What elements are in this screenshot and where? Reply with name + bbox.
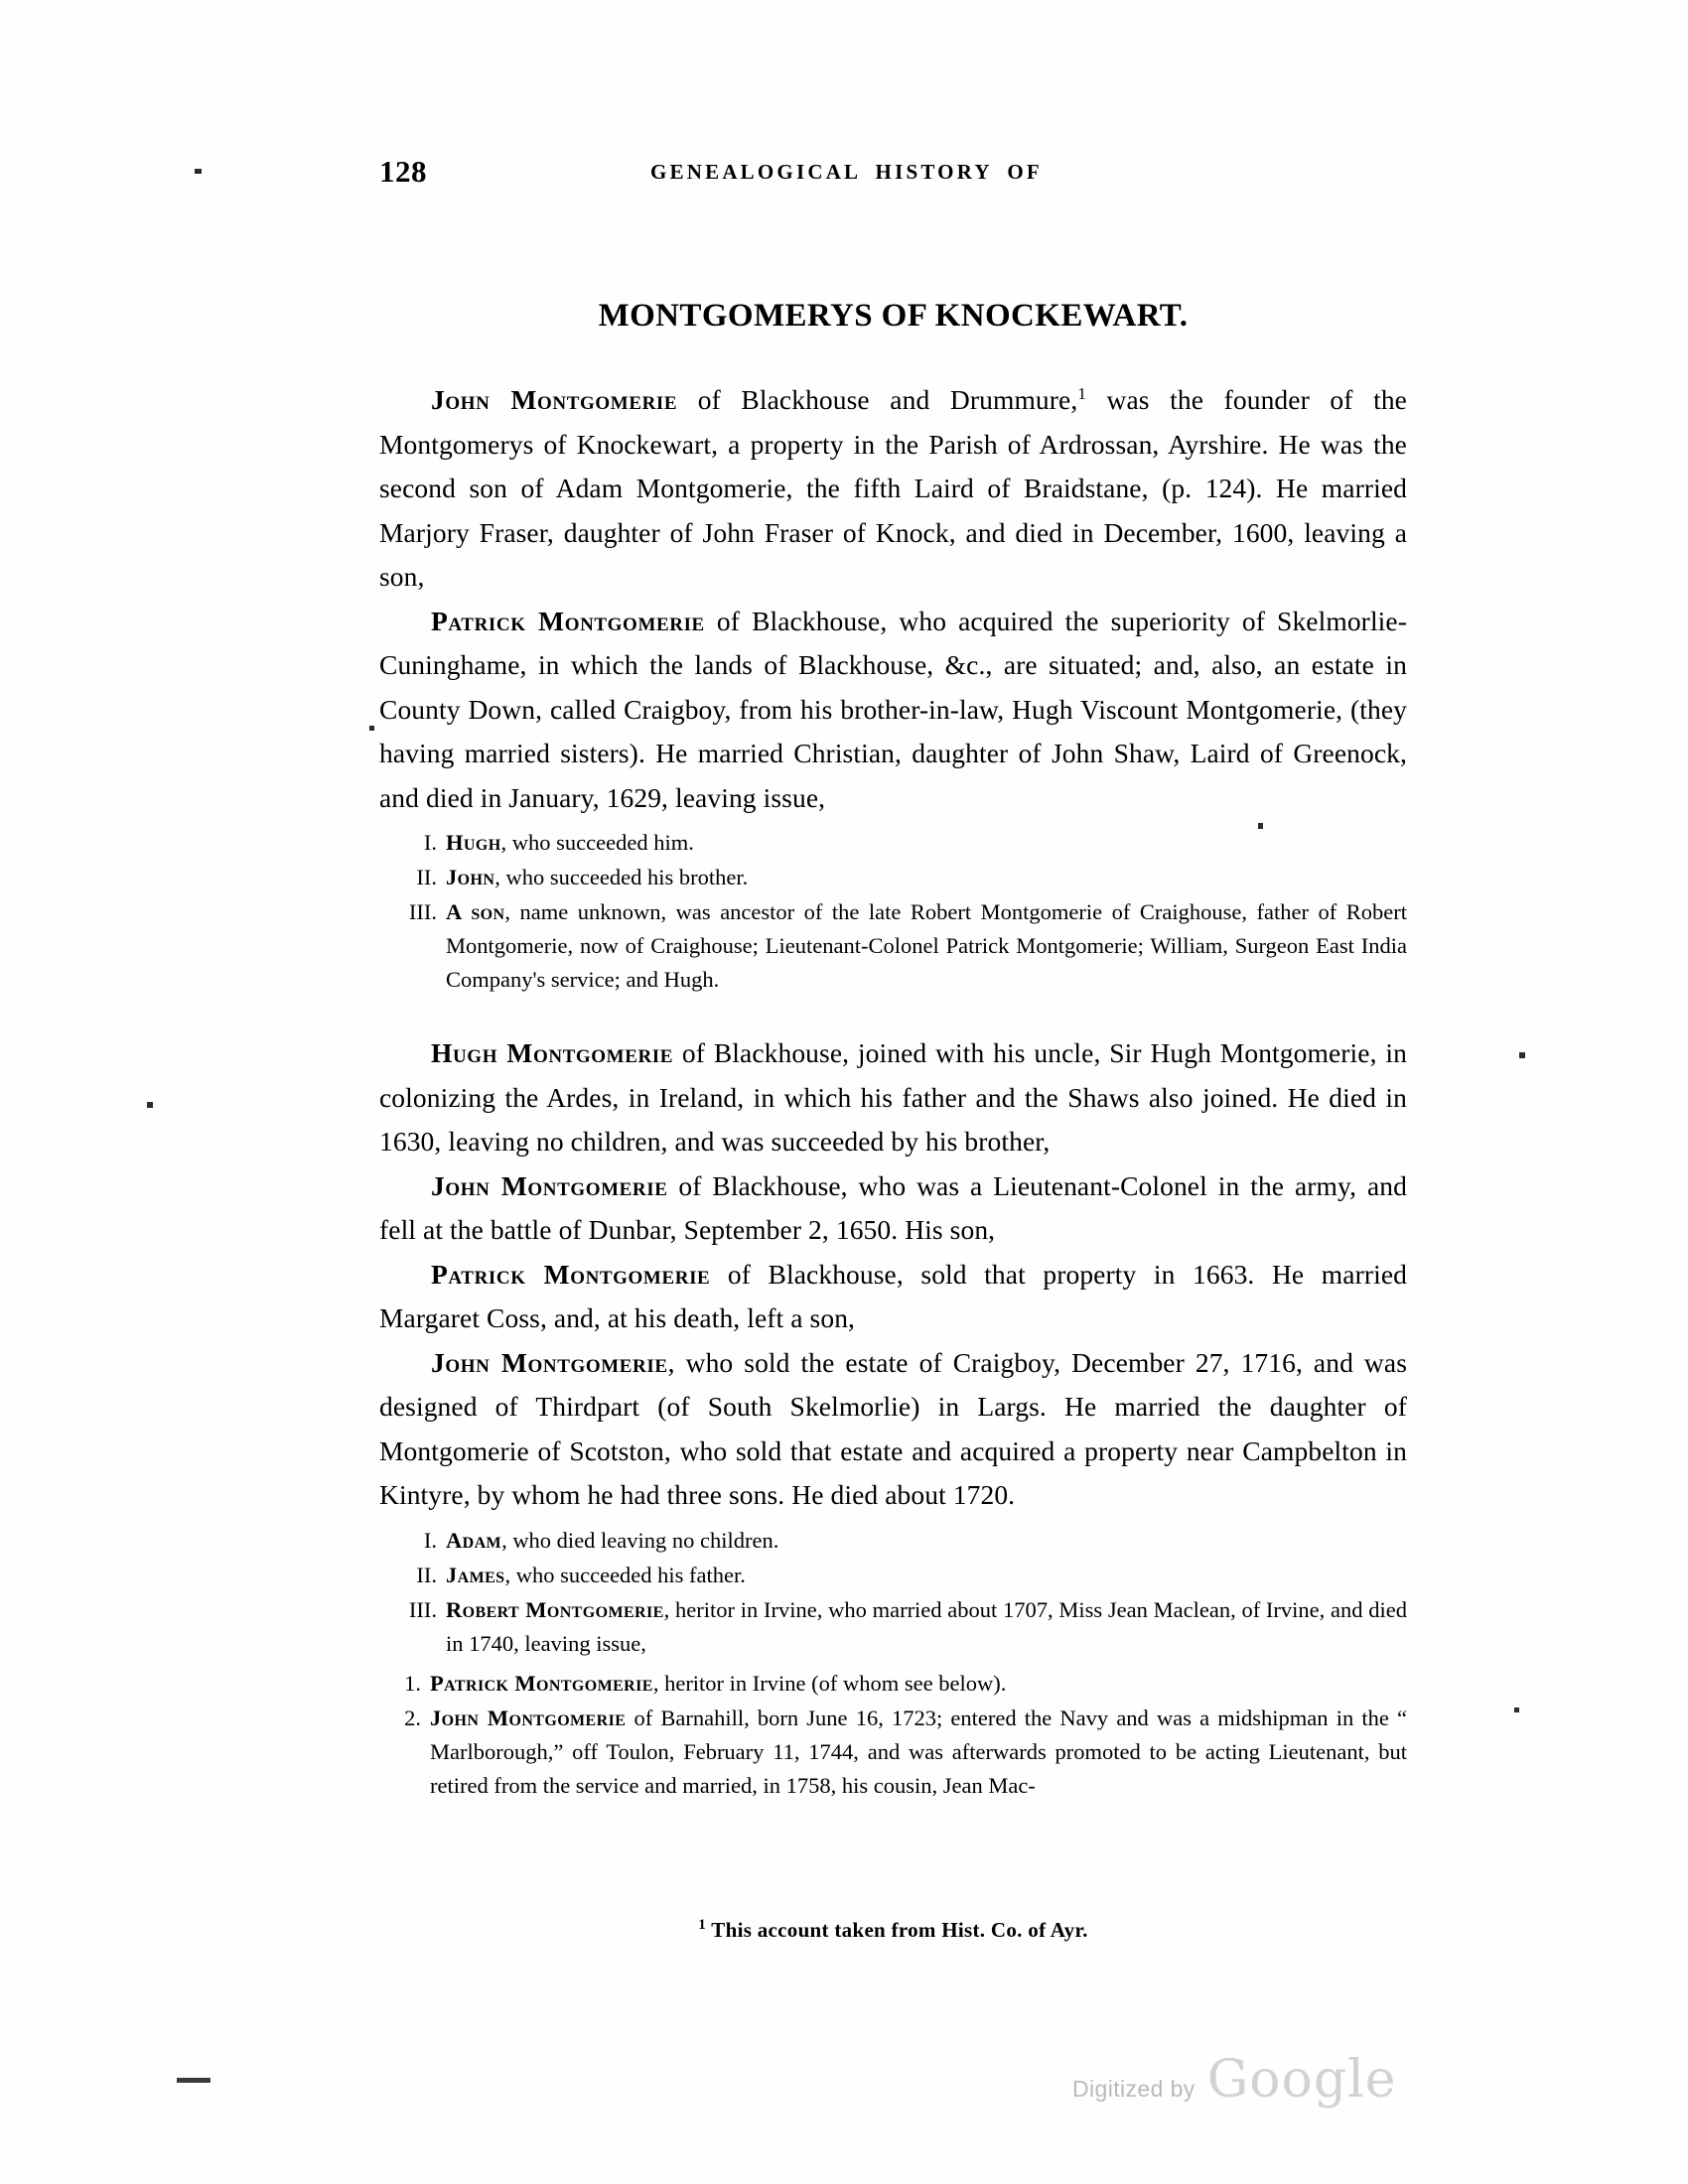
scan-speckle [195,169,202,174]
lead-name: Patrick Montgomerie [431,605,705,636]
list-item-body: , heritor in Irvine (of whom see below). [652,1670,1007,1696]
list-item-body: of Barnahill, born June 16, 1723; entered the Navy and was a midshipman in the “ Marlborough,” off Toulon, February 11, 1744, and was afterwards promoted to be acting Lieutenant, but retired from the service and married, in 1758, his cousin, Jean Mac- [430,1705,1407,1798]
footnote-marker: 1 [698,1917,707,1933]
paragraph-john-montgomerie-dunbar [379,1164,1407,1253]
spacer [379,998,1407,1031]
list-item-numeral: II. [416,865,437,889]
list-item [379,1667,1407,1701]
list-item-body: , who succeeded his brother. [494,865,749,889]
paragraph-patrick-montgomerie-sold-1663 [379,1253,1407,1341]
paragraph-john-montgomerie-craigboy [379,1341,1407,1518]
list-item [379,861,1407,894]
list-item [379,1593,1407,1661]
scan-speckle [369,726,374,731]
paragraph-patrick-montgomerie-superiority [379,600,1407,821]
footnote-reference[interactable]: 1 [1077,383,1086,403]
list-item-body: , heritor in Irvine, who married about 1707, Miss Jean Maclean, of Irvine, and died in 1740, leaving issue, [446,1596,1407,1656]
list-item-text [430,1667,1407,1701]
issue-sublist-robert [379,1667,1407,1803]
list-item-lead-name: Robert Montgomerie [446,1596,664,1622]
list-item-lead-name: A son [446,899,505,924]
watermark-brand: Google [1206,2050,1397,2110]
list-item-lead-name: Hugh [446,830,501,855]
paragraph-text: of Blackhouse, who acquired the superiority of Skelmorlie-Cuninghame, in which the lands of Blackhouse, &c., are situated; and, also, an estate in County Down, called Craigboy, from his brother-in-law, Hugh Viscount Montgomerie, (they having married sisters). He married Christian, daughter of John Shaw, Laird of Greenock, and died in January, 1629, leaving issue, [379,605,1407,813]
list-item-lead-name: Adam [446,1527,502,1553]
scan-speckle [1519,1052,1525,1058]
footnote-text: This account taken from Hist. Co. of Ayr. [711,1918,1088,1942]
list-item-body: , who succeeded his father. [504,1562,746,1587]
list-item-text [446,1524,1407,1558]
list-item-body: , name unknown, was ancestor of the late Robert Montgomerie of Craighouse, father of Robert Montgomerie, now of Craighouse; Lieutenant-Colonel Patrick Montgomerie; William, Surgeon East India Company's service; and Hugh. [446,899,1407,992]
paragraph-hugh-montgomerie-ardes [379,1031,1407,1164]
list-item [379,895,1407,997]
lead-name: John Montgomerie [431,384,678,415]
running-head-title: GENEALOGICAL HISTORY OF [650,160,1043,184]
scan-artifact-dash [177,2078,211,2083]
list-item-numeral: 2. [404,1705,421,1730]
text-column [379,298,1407,1804]
issue-list-john-three-sons [379,1524,1407,1661]
scan-speckle [147,1102,153,1108]
lead-name: John Montgomerie [431,1346,668,1378]
issue-list-patrick [379,826,1407,997]
lead-name: Hugh Montgomerie [431,1037,674,1068]
footnote [379,1918,1407,1943]
paragraph-text: of Blackhouse and Drummure, [677,384,1078,415]
scan-speckle [1514,1707,1519,1712]
running-head [0,154,1688,194]
list-item [379,1702,1407,1803]
list-item-numeral: 1. [404,1670,421,1696]
paragraph-text: of Blackhouse, joined with his uncle, Sir Hugh Montgomerie, in colonizing the Ardes, in Ireland, in which his father and the Shaws also joined. He died in 1630, leaving no children, and was succeeded by his brother, [379,1037,1407,1157]
page-number: 128 [379,154,427,189]
list-item-body: , who succeeded him. [500,830,694,855]
lead-name: Patrick Montgomerie [431,1258,711,1290]
list-item-body: , who died leaving no children. [501,1527,779,1553]
list-item-text [446,861,1407,894]
paragraph-text-rest: was the founder of the Montgomerys of Knockewart, a property in the Parish of Ardrossan, Ayrshire. He was the second son of Adam Montgomerie, the fifth Laird of Braidstane, (p. 124). He married Marjory Fraser, daughter of John Fraser of Knock, and died in December, 1600, leaving a son, [379,384,1407,592]
list-item-numeral: III. [408,899,437,924]
list-item-text [446,1593,1407,1661]
list-item-text [446,895,1407,997]
paragraph-text: , who sold the estate of Craigboy, December 27, 1716, and was designed of Thirdpart (of South Skelmorlie) in Largs. He married the daughter of Montgomerie of Scotston, who sold that estate and acquired a property near Campbelton in Kintyre, by whom he had three sons. He died about 1720. [379,1346,1407,1510]
list-item-lead-name: James [446,1562,505,1587]
list-item-numeral: I. [423,830,437,855]
list-item [379,1559,1407,1592]
paragraph-text: of Blackhouse, who was a Lieutenant-Colonel in the army, and fell at the battle of Dunbar, September 2, 1650. His son, [379,1169,1407,1245]
list-item-lead-name: John [446,865,495,889]
list-item-numeral: II. [416,1562,437,1587]
watermark-prefix: Digitized by [1072,2076,1196,2102]
page-title: MONTGOMERYS OF KNOCKEWART. [598,298,1189,334]
list-item-lead-name: John Montgomerie [430,1705,627,1730]
list-item-text [446,826,1407,860]
list-item [379,826,1407,860]
list-item-lead-name: Patrick Montgomerie [430,1670,653,1696]
paragraph-text: of Blackhouse, sold that property in 1663. He married Margaret Coss, and, at his death, left a son, [379,1258,1407,1333]
digitized-watermark [1072,2050,1397,2110]
list-item-text [446,1559,1407,1592]
list-item [379,1524,1407,1558]
list-item-text [430,1702,1407,1803]
paragraph-john-montgomerie-founder [379,378,1407,600]
list-item-numeral: III. [408,1596,437,1622]
list-item-numeral: I. [423,1527,437,1553]
lead-name: John Montgomerie [431,1169,668,1201]
